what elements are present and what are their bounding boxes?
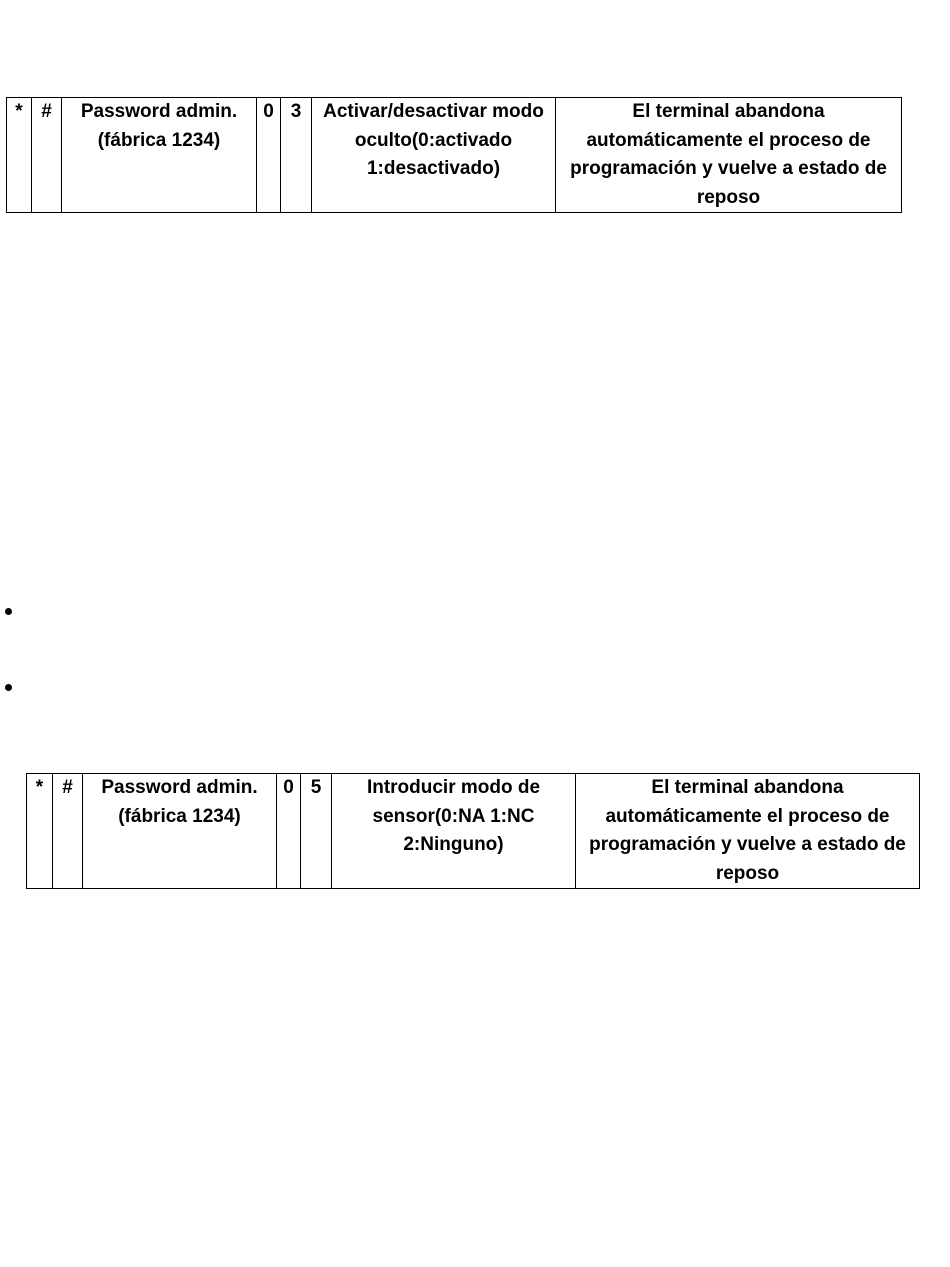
hash-key-cell: # bbox=[32, 98, 62, 213]
menu-digit-1-cell: 0 bbox=[277, 774, 301, 889]
result-description-cell: El terminal abandona automáticamente el proceso de programación y vuelve a estado de reposo bbox=[556, 98, 902, 213]
bullet-point bbox=[5, 684, 12, 691]
bullet-point bbox=[5, 608, 12, 615]
star-key-cell: * bbox=[7, 98, 32, 213]
hash-key-cell: # bbox=[53, 774, 83, 889]
result-description-cell: El terminal abandona automáticamente el proceso de programación y vuelve a estado de reposo bbox=[576, 774, 920, 889]
star-key-cell: * bbox=[27, 774, 53, 889]
menu-digit-2-cell: 3 bbox=[281, 98, 312, 213]
admin-password-cell: Password admin. (fábrica 1234) bbox=[83, 774, 277, 889]
function-description-cell: Introducir modo de sensor(0:NA 1:NC 2:Ninguno) bbox=[332, 774, 576, 889]
command-table-hidden-mode bbox=[6, 97, 902, 213]
menu-digit-1-cell: 0 bbox=[257, 98, 281, 213]
menu-digit-2-cell: 5 bbox=[301, 774, 332, 889]
function-description-cell: Activar/desactivar modo oculto(0:activado 1:desactivado) bbox=[312, 98, 556, 213]
table-row bbox=[7, 98, 902, 213]
command-table-sensor-mode bbox=[26, 773, 920, 889]
table-row bbox=[27, 774, 920, 889]
admin-password-cell: Password admin. (fábrica 1234) bbox=[62, 98, 257, 213]
